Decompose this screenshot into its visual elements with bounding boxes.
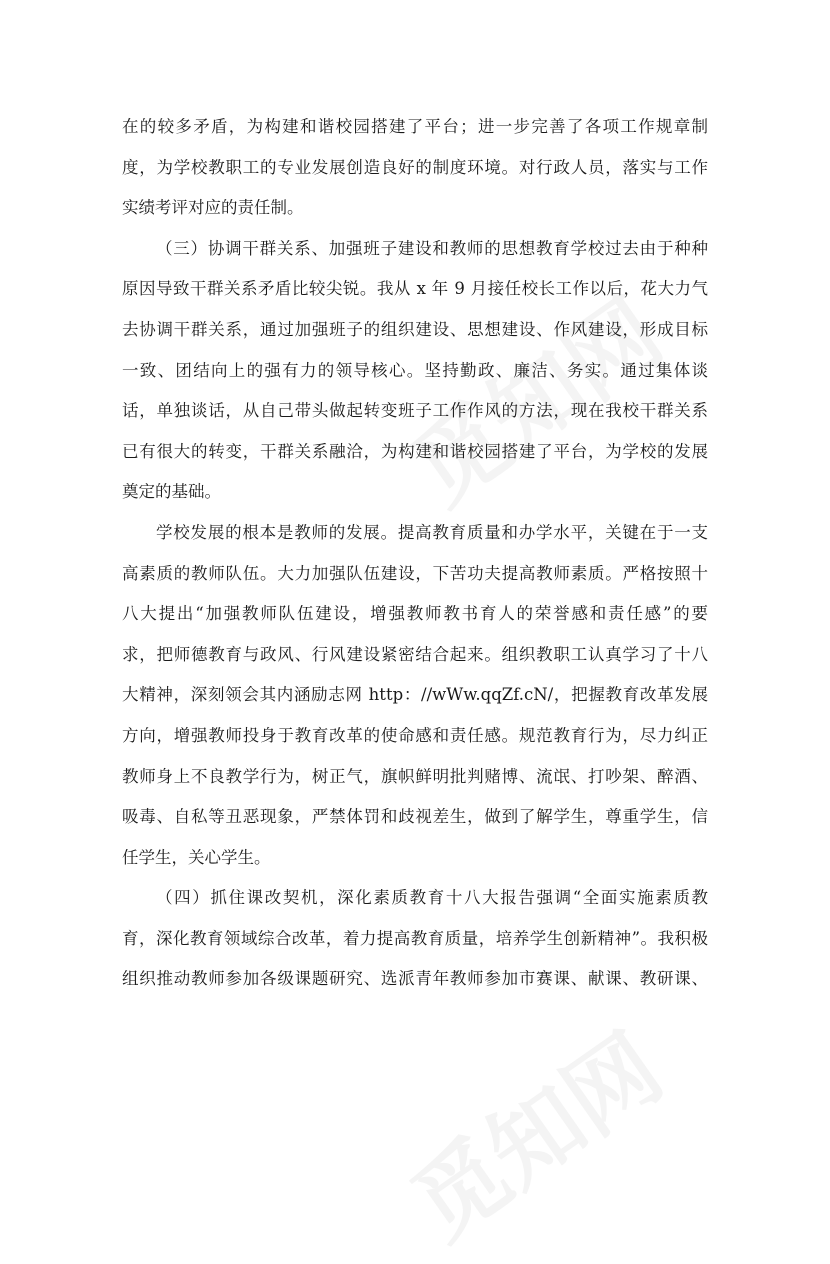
paragraph-3 [122, 513, 708, 878]
text-line: 一致、团结向上的强有力的领导核心。坚持勤政、廉洁、务实。通过集体谈 [122, 360, 708, 380]
text-line: 教师身上不良教学行为，树正气，旗帜鲜明批判赌博、流氓、打吵架、醉酒、 [122, 766, 708, 786]
text-line: 组织推动教师参加各级课题研究、选派青年教师参加市赛课、献课、教研课、 [122, 969, 708, 989]
body-text [122, 107, 708, 1000]
text-line: 育，深化教育领域综合改革，着力提高教育质量，培养学生创新精神”。我积极 [122, 928, 708, 948]
text-line: 去协调干群关系，通过加强班子的组织建设、思想建设、作风建设，形成目标 [122, 319, 708, 339]
text-line: 求，把师德教育与政风、行风建设紧密结合起来。组织教职工认真学习了十八 [122, 644, 708, 664]
paragraph-2 [122, 229, 708, 513]
paragraph-4 [122, 878, 708, 1000]
watermark-bottom [382, 998, 684, 1264]
text-line: 高素质的教师队伍。大力加强队伍建设，下苦功夫提高教师素质。严格按照十 [122, 563, 708, 583]
text-line: 原因导致干群关系矛盾比较尖锐。我从 x 年 9 月接任校长工作以后，花大力气 [122, 279, 708, 299]
text-line: 方向，增强教师投身于教育改革的使命感和责任感。规范教育行为，尽力纠正 [122, 725, 708, 745]
text-line: 实绩考评对应的责任制。 [122, 198, 304, 218]
text-line: 吸毒、自私等丑恶现象，严禁体罚和歧视差生，做到了解学生，尊重学生，信 [122, 807, 708, 827]
text-line: 已有很大的转变，干群关系融洽，为构建和谐校园搭建了平台，为学校的发展 [122, 441, 708, 461]
text-line: 学校发展的根本是教师的发展。提高教育质量和办学水平，关键在于一支 [156, 522, 708, 542]
text-line: 话，单独谈话，从自己带头做起转变班子工作作风的方法，现在我校干群关系 [122, 401, 708, 421]
text-line: （三）协调干群关系、加强班子建设和教师的思想教育学校过去由于种种 [156, 238, 708, 258]
text-line: （四）抓住课改契机，深化素质教育十八大报告强调“全面实施素质教 [156, 888, 708, 908]
text-line: 大精神，深刻领会其内涵励志网 http：//wWw.qqZf.cN/，把握教育改革发展 [122, 685, 708, 705]
text-line: 任学生，关心学生。 [122, 847, 271, 867]
text-line: 度，为学校教职工的专业发展创造良好的制度环境。对行政人员，落实与工作 [122, 157, 708, 177]
text-line: 在的较多矛盾，为构建和谐校园搭建了平台；进一步完善了各项工作规章制 [122, 117, 708, 136]
text-line: 八大提出“加强教师队伍建设，增强教师教书育人的荣誉感和责任感”的要 [122, 604, 708, 624]
text-line: 奠定的基础。 [122, 482, 221, 502]
paragraph-1 [122, 107, 708, 229]
